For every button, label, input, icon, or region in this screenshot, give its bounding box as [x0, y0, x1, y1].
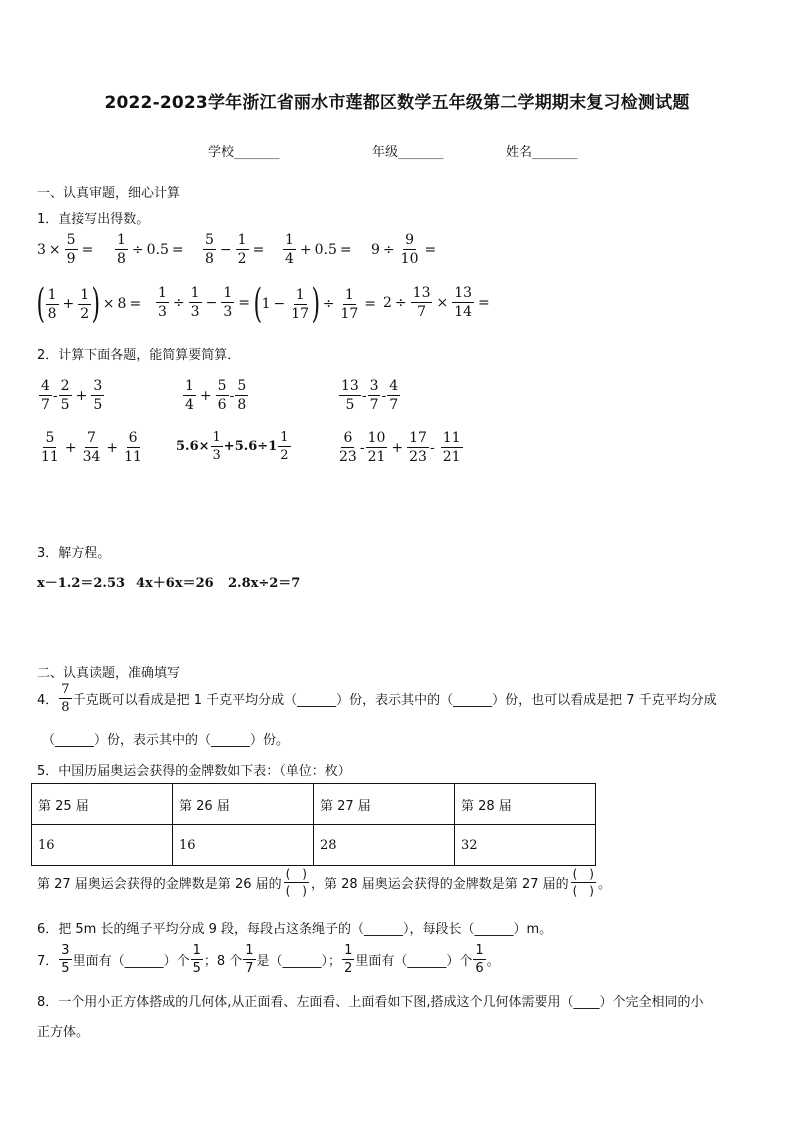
table-cell: 16	[32, 825, 173, 866]
q1-item-7: $\frac{1}{3}$ ÷ $\frac{1}{3}$ − $\frac{1}{3}$ =	[158, 285, 250, 320]
q7-frac-2: $\frac{1}{5}$	[192, 943, 201, 976]
grade-field: 年级_______	[372, 145, 444, 160]
q4-fraction: $\frac{7}{8}$	[61, 682, 70, 715]
table-cell: 32	[455, 825, 596, 866]
q3-eq-3: 2.8x÷2＝7	[228, 576, 301, 591]
q1-item-2: $\frac{1}{8}$ ÷ 0.5 =	[117, 232, 184, 267]
q1-item-6: ( $\frac{1}{8}$ + $\frac{1}{2}$ ) × 8 =	[36, 281, 142, 327]
q5-sentence-1: 第 27 届奥运会获得的金牌数是第 26 届的	[37, 877, 282, 892]
table-header-cell: 第 28 届	[455, 784, 596, 825]
q7-line	[37, 944, 500, 975]
q7-number: 7．	[37, 954, 59, 969]
q7-frac-5: $\frac{1}{6}$	[475, 943, 484, 976]
name-field: 姓名_______	[506, 145, 578, 160]
table-header-cell: 第 26 届	[173, 784, 314, 825]
q7-part-1: 里面有（______）个	[72, 954, 190, 969]
q1-item-4: $\frac{1}{4}$ + 0.5 =	[285, 232, 352, 267]
q4-line-2: （______）份，表示其中的（______）份。	[42, 733, 290, 748]
q5-sentence-2: ，第 28 届奥运会获得的金牌数是第 27 届的	[311, 877, 569, 892]
q5-label: 5．中国历届奥运会获得的金牌数如下表：（单位：枚）	[37, 764, 351, 779]
q2-item-5: 5.6× $\frac{1}{3}$ +5.6÷1 $\frac{1}{2}$	[176, 430, 289, 463]
q4-text-1: 千克既可以看成是把 1 千克平均分成（______）份，表示其中的（______）份，也可以看成是把 7 千克平均分成	[72, 693, 717, 708]
medal-table	[31, 783, 596, 866]
q7-part-2: ；8 个	[203, 954, 243, 969]
q7-frac-1: $\frac{3}{5}$	[61, 943, 70, 976]
q2-label: 2．计算下面各题，能简算要简算．	[37, 348, 241, 363]
q4-line-1	[37, 683, 717, 714]
q2-item-2: $\frac{1}{4}$ + $\frac{5}{6}$ - $\frac{5}{8}$	[185, 378, 247, 413]
table-header-cell: 第 27 届	[314, 784, 455, 825]
q7-part-4: 里面有（______）个	[355, 954, 473, 969]
q1-item-9: 2 ÷ $\frac{13}{7}$ × $\frac{13}{14}$ =	[383, 285, 490, 320]
q1-item-8: ( 1 − $\frac{1}{17}$ ) ÷ $\frac{1}{17}$ =	[253, 281, 376, 327]
table-header-row	[32, 784, 596, 825]
q7-end: 。	[486, 954, 500, 969]
q5-sentence	[37, 868, 611, 897]
q8-line-2: 正方体。	[37, 1025, 90, 1040]
q6-text: 6．把 5m 长的绳子平均分成 9 段，每段占这条绳子的（______），每段长（______）m。	[37, 922, 553, 937]
q1-item-5: 9 ÷ $\frac{9}{10}$ =	[371, 232, 437, 267]
q8-line-1: 8．一个用小正方体搭成的几何体,从正面看、左面看、上面看如下图,搭成这个几何体需要用（____）个完全相同的小	[37, 995, 704, 1010]
q5-end: 。	[598, 877, 612, 892]
school-field: 学校_______	[208, 145, 280, 160]
q3-label: 3．解方程。	[37, 546, 111, 561]
q3-eq-1: x－1.2＝2.53	[37, 576, 126, 591]
section1-heading: 一、认真审题，细心计算	[37, 186, 181, 201]
table-cell: 16	[173, 825, 314, 866]
q2-item-1: $\frac{4}{7}$ - $\frac{2}{5}$ + $\frac{3}{5}$	[41, 378, 103, 413]
q2-item-3: $\frac{13}{5}$ - $\frac{3}{7}$ - $\frac{4}{7}$	[341, 378, 399, 413]
q7-frac-4: $\frac{1}{2}$	[344, 943, 353, 976]
q5-blank-fraction-2: ( ) ( )	[572, 867, 594, 898]
q1-label: 1．直接写出得数。	[37, 212, 150, 227]
page-title: 2022-2023学年浙江省丽水市莲都区数学五年级第二学期期末复习检测试题	[104, 93, 690, 113]
q1-item-1: 3 × $\frac{5}{9}$ =	[37, 232, 94, 267]
table-header-cell: 第 25 届	[32, 784, 173, 825]
table-row	[32, 825, 596, 866]
q5-blank-fraction-1: ( ) ( )	[285, 867, 307, 898]
q4-number: 4．	[37, 693, 59, 708]
q3-eq-2: 4x＋6x＝26	[136, 576, 214, 591]
q7-part-3: 是（______）；	[256, 954, 342, 969]
q2-item-4: $\frac{5}{11}$ + $\frac{7}{34}$ + $\frac{6}{11}$	[41, 430, 142, 465]
section2-heading: 二、认真读题，准确填写	[37, 666, 181, 681]
q2-item-6: $\frac{6}{23}$ - $\frac{10}{21}$ + $\frac{17}{23}$ - $\frac{11}{21}$	[339, 430, 461, 465]
table-cell: 28	[314, 825, 455, 866]
q1-item-3: $\frac{5}{8}$ − $\frac{1}{2}$ =	[205, 232, 265, 267]
q7-frac-3: $\frac{1}{7}$	[245, 943, 254, 976]
